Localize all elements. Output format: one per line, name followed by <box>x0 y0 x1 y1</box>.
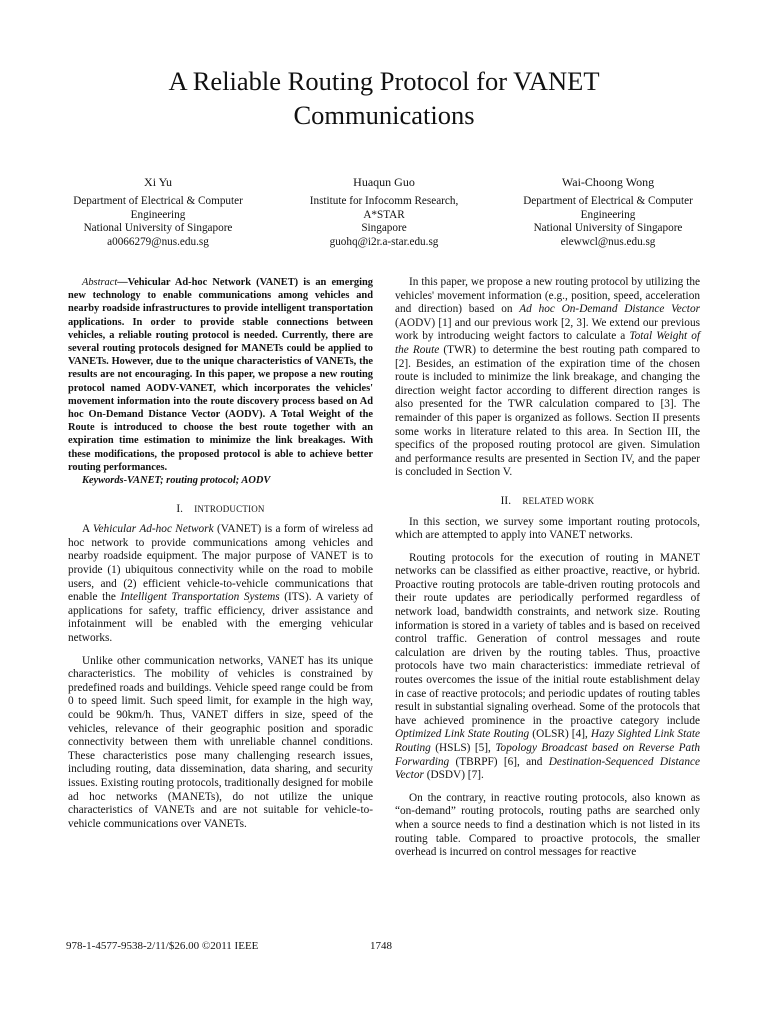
section-title: RELATED WORK <box>522 495 595 506</box>
page-number: 1748 <box>370 940 392 952</box>
section-heading-introduction <box>68 503 373 517</box>
author-institution: Singapore <box>361 222 407 235</box>
section-heading-related-work <box>395 495 700 509</box>
abstract <box>68 276 373 474</box>
author-affiliation: Department of Electrical & Computer <box>523 194 693 207</box>
author-name: Wai-Choong Wong <box>561 175 655 189</box>
footer-isbn: 978-1-4577-9538-2/11/$26.00 ©2011 IEEE <box>66 940 259 952</box>
author-affiliation: Department of Electrical & Computer <box>73 194 243 207</box>
section-title: INTRODUCTION <box>194 503 265 514</box>
paper-title <box>0 64 768 132</box>
author-affiliation: A*STAR <box>363 208 405 221</box>
author-email: guohq@i2r.a-star.edu.sg <box>329 236 439 249</box>
author-institution: National University of Singapore <box>533 222 683 235</box>
intro-paragraph-3: In this paper, we propose a new routing protocol by utilizing the vehicles' movement information (e.g., position, speed, acceleration and direction) based on Ad hoc On-Demand Distance Vector (AODV) [1] and our previous work [2, 3]. We extend our previous work by introducing weight factors to calculate a Total Weight of the Route (TWR) to determine the best routing path compared to [2]. Besides, an estimation of the expiration time of the chosen route is included to minimize the link breakage, and changing the direction weight factor according to different direction ranges is also presented for the TWR calculation compared to [3]. The remainder of this paper is organized as follows. Section II presents some works in literature related to this area. In Section III, the specifics of the proposed routing protocol are given. Simulation and performance results are presented in Section IV, and the paper is concluded in Section V. <box>395 276 701 479</box>
related-paragraph-2: Routing protocols for the execution of routing in MANET networks can be classified as either proactive, reactive, or hybrid. Proactive routing protocols are table-driven routing protocols and their route updates are periodically performed regardless of network load, bandwidth constraints, and network size. Routing information is stored in a variety of tables and is based on received control traffic. Generation of control messages and route calculation are driven by the routing tables. Thus, proactive protocols have two main characteristics: immediate retrieval of routes overcomes the issue of the initial route establishment delay in case of reactive protocols; and periodic updates of routing tables result in substantial signaling overhead. Some of the protocols that have achieved prominence in the proactive category include Optimized Link State Routing (OLSR) [4], Hazy Sighted Link State Routing (HSLS) [5], Topology Broadcast based on Reverse Path Forwarding (TBRPF) [6], and Destination-Sequenced Distance Vector (DSDV) [7]. <box>395 551 701 782</box>
abstract-text: —Vehicular Ad-hoc Network (VANET) is an emerging new technology to enable communications among vehicles and nearby roadside infrastructures to provide intelligent transportation applications. In order to provide stable connections between vehicles, a reliable routing protocol is needed. Currently, there are several routing protocols designed for MANETs could be applied to VANETs. However, due to the unique characteristics of VANETs, the results are not encouraging. In this paper, we propose a new routing protocol named AODV-VANET, which incorporates the vehicles' movement information into the route discovery process based on Ad hoc On-Demand Distance Vector (AODV). A Total Weight of the Route is introduced to choose the best route together with an expiration time estimation to minimize the link breakages. With these modifications, the proposed protocol is able to achieve better routing performances. <box>68 277 373 473</box>
related-paragraph-3: On the contrary, in reactive routing protocols, also known as “on-demand” routing protocols, routing paths are searched only when a source needs to find a destination which is not listed in its routing table. Compared to proactive protocols, the smaller overhead is incurred on control messages for reactive <box>395 791 700 859</box>
right-column <box>395 276 700 860</box>
author-block-1 <box>38 176 278 250</box>
author-email: a0066279@nus.edu.sg <box>107 236 209 249</box>
keywords: Keywords-VANET; routing protocol; AODV <box>82 475 271 487</box>
abstract-label: Abstract <box>82 277 118 288</box>
author-block-2 <box>264 176 504 250</box>
related-paragraph-1: In this section, we survey some important routing protocols, which are attempted to apply into VANET networks. <box>395 515 700 542</box>
author-affiliation: Engineering <box>130 208 186 221</box>
left-column <box>68 276 373 831</box>
intro-paragraph-2: Unlike other communication networks, VANET has its unique characteristics. The mobility of vehicles is constrained by predefined roads and buildings. Vehicle speed range could be from 0 to speed limit. Such speed limit, for example in the high way, could be 90km/h. Thus, VANET differs in size, speed of the vehicles, relevance of their geographic position and sporadic connectivity between them with unreliable channel conditions. These characteristics pose many challenging research issues, including routing, data dissemination, data sharing, and security issues. Existing routing protocols, traditionally designed for mobile ad hoc networks (MANETs), do not utilize the unique characteristics of VANETs and are not suitable for vehicle-to-vehicle communications over VANETs. <box>68 654 373 830</box>
author-affiliation: Institute for Infocomm Research, <box>309 194 459 207</box>
title-line-2: Communications <box>293 100 475 130</box>
title-line-1: A Reliable Routing Protocol for VANET <box>168 66 600 96</box>
section-number: II. <box>500 494 512 507</box>
author-block-3 <box>488 176 728 250</box>
intro-paragraph-1: A Vehicular Ad-hoc Network (VANET) is a form of wireless ad hoc network to provide communications among vehicles and nearby roadside equipment. The major purpose of VANET is to provide (1) ubiquitous connectivity while on the road to mobile users, and (2) efficient vehicle-to-vehicle communications that enable the Intelligent Transportation Systems (ITS). A variety of applications for safety, traffic efficiency, driver assistance and infotainment will be enabled with the emerging vehicular networks. <box>68 523 373 644</box>
author-name: Xi Yu <box>144 175 172 189</box>
author-name: Huaqun Guo <box>353 175 415 189</box>
author-email: elewwcl@nus.edu.sg <box>560 236 656 249</box>
section-number: I. <box>176 502 183 515</box>
author-affiliation: Engineering <box>580 208 636 221</box>
author-institution: National University of Singapore <box>83 222 233 235</box>
